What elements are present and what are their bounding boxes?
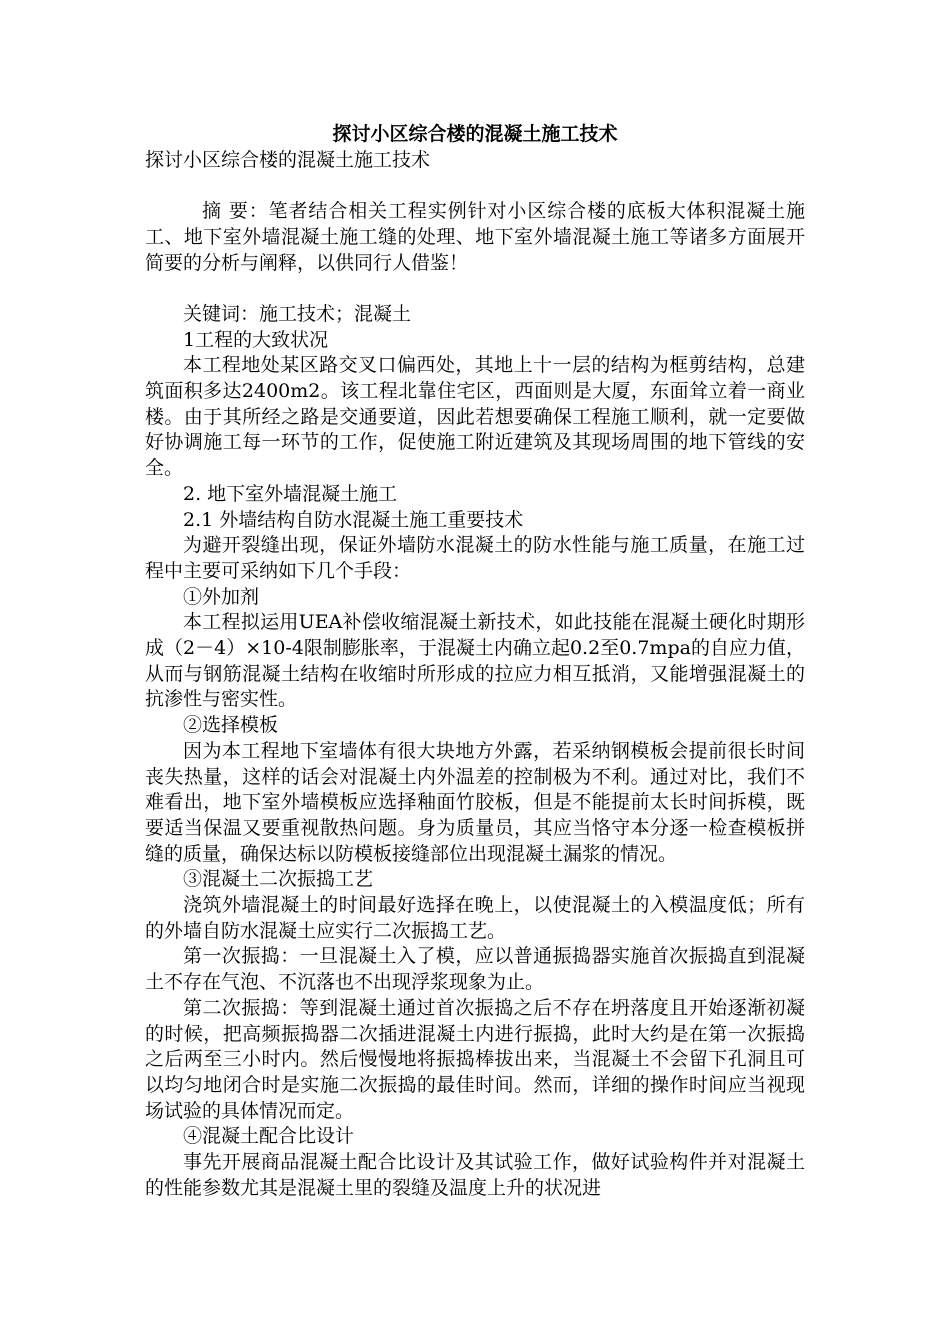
section-heading-1: 1工程的大致状况: [183, 328, 329, 351]
paragraph-second-vibration: 第二次振捣：等到混凝土通过首次振捣之后不存在坍落度且开始逐渐初凝的时候，把高频振捣器二次插进混凝土内进行振捣，此时大约是在第一次振捣之后两至三小时内。然后慢慢地将振捣棒拔出来，当混凝土不会留下孔洞且可以均匀地闭合时是实施二次振捣的最佳时间。然而，详细的操作时间应当视现场试验的具体情况而定。: [145, 996, 805, 1122]
subheading-vibration: ③混凝土二次振捣工艺: [183, 868, 374, 891]
document-body: [145, 122, 805, 1202]
paragraph-vibration: 浇筑外墙混凝土的时间最好选择在晚上，以使混凝土的入模温度低；所有的外墙自防水混凝土应实行二次振捣工艺。: [145, 894, 805, 942]
keywords-line: 关键词：施工技术；混凝土: [183, 302, 412, 325]
abstract-paragraph: 摘 要：笔者结合相关工程实例针对小区综合楼的底板大体积混凝土施工、地下室外墙混凝土施工缝的处理、地下室外墙混凝土施工等诸多方面展开简要的分析与阐释，以供同行人借鉴！: [145, 200, 805, 274]
subheading-admixture: ①外加剂: [183, 585, 260, 608]
paragraph-first-vibration: 第一次振捣：一旦混凝土入了模，应以普通振捣器实施首次振捣直到混凝土不存在气泡、不沉落也不出现浮浆现象为止。: [145, 945, 805, 994]
subheading-formwork: ②选择模板: [183, 714, 279, 737]
document-subtitle: 探讨小区综合楼的混凝土施工技术: [145, 148, 431, 171]
paragraph-project-overview: 本工程地处某区路交叉口偏西处，其地上十一层的结构为框剪结构，总建筑面积多达2400m2。该工程北靠住宅区，西面则是大厦，东面耸立着一商业楼。由于其所经之路是交通要道，因此若想要确保工程施工顺利，就一定要做好协调施工每一环节的工作，促使施工附近建筑及其现场周围的地下管线的安全。: [145, 354, 805, 480]
section-heading-2-1: 2.1 外墙结构自防水混凝土施工重要技术: [183, 508, 524, 531]
blank-line: [145, 173, 805, 199]
paragraph-formwork: 因为本工程地下室墙体有很大块地方外露，若采纳钢模板会提前很长时间丧失热量，这样的话会对混凝土内外温差的控制极为不利。通过对比，我们不难看出，地下室外墙模板应选择釉面竹胶板，但是不能提前太长时间拆模，既要适当保温又要重视散热问题。身为质量员，其应当恪守本分逐一检查模板拼缝的质量，确保达标以防模板接缝部位出现混凝土漏浆的情况。: [145, 739, 805, 865]
paragraph-mix-design: 事先开展商品混凝土配合比设计及其试验工作，做好试验构件并对混凝土的性能参数尤其是混凝土里的裂缝及温度上升的状况进: [145, 1151, 805, 1199]
blank-line: [145, 276, 805, 302]
section-heading-2: 2. 地下室外墙混凝土施工: [183, 482, 398, 505]
subheading-mix-design: ④混凝土配合比设计: [183, 1125, 355, 1148]
paragraph-measures-intro: 为避开裂缝出现，保证外墙防水混凝土的防水性能与施工质量，在施工过程中主要可采纳如下几个手段：: [145, 534, 805, 582]
paragraph-admixture: 本工程拟运用UEA补偿收缩混凝土新技术，如此技能在混凝土硬化时期形成（2－4）×10-4限制膨胀率，于混凝土内确立起0.2至0.7mpa的自应力值，从而与钢筋混凝土结构在收缩时所形成的拉应力相互抵消，又能增强混凝土的抗渗性与密实性。: [145, 611, 805, 711]
document-title: 探讨小区综合楼的混凝土施工技术: [332, 123, 618, 145]
